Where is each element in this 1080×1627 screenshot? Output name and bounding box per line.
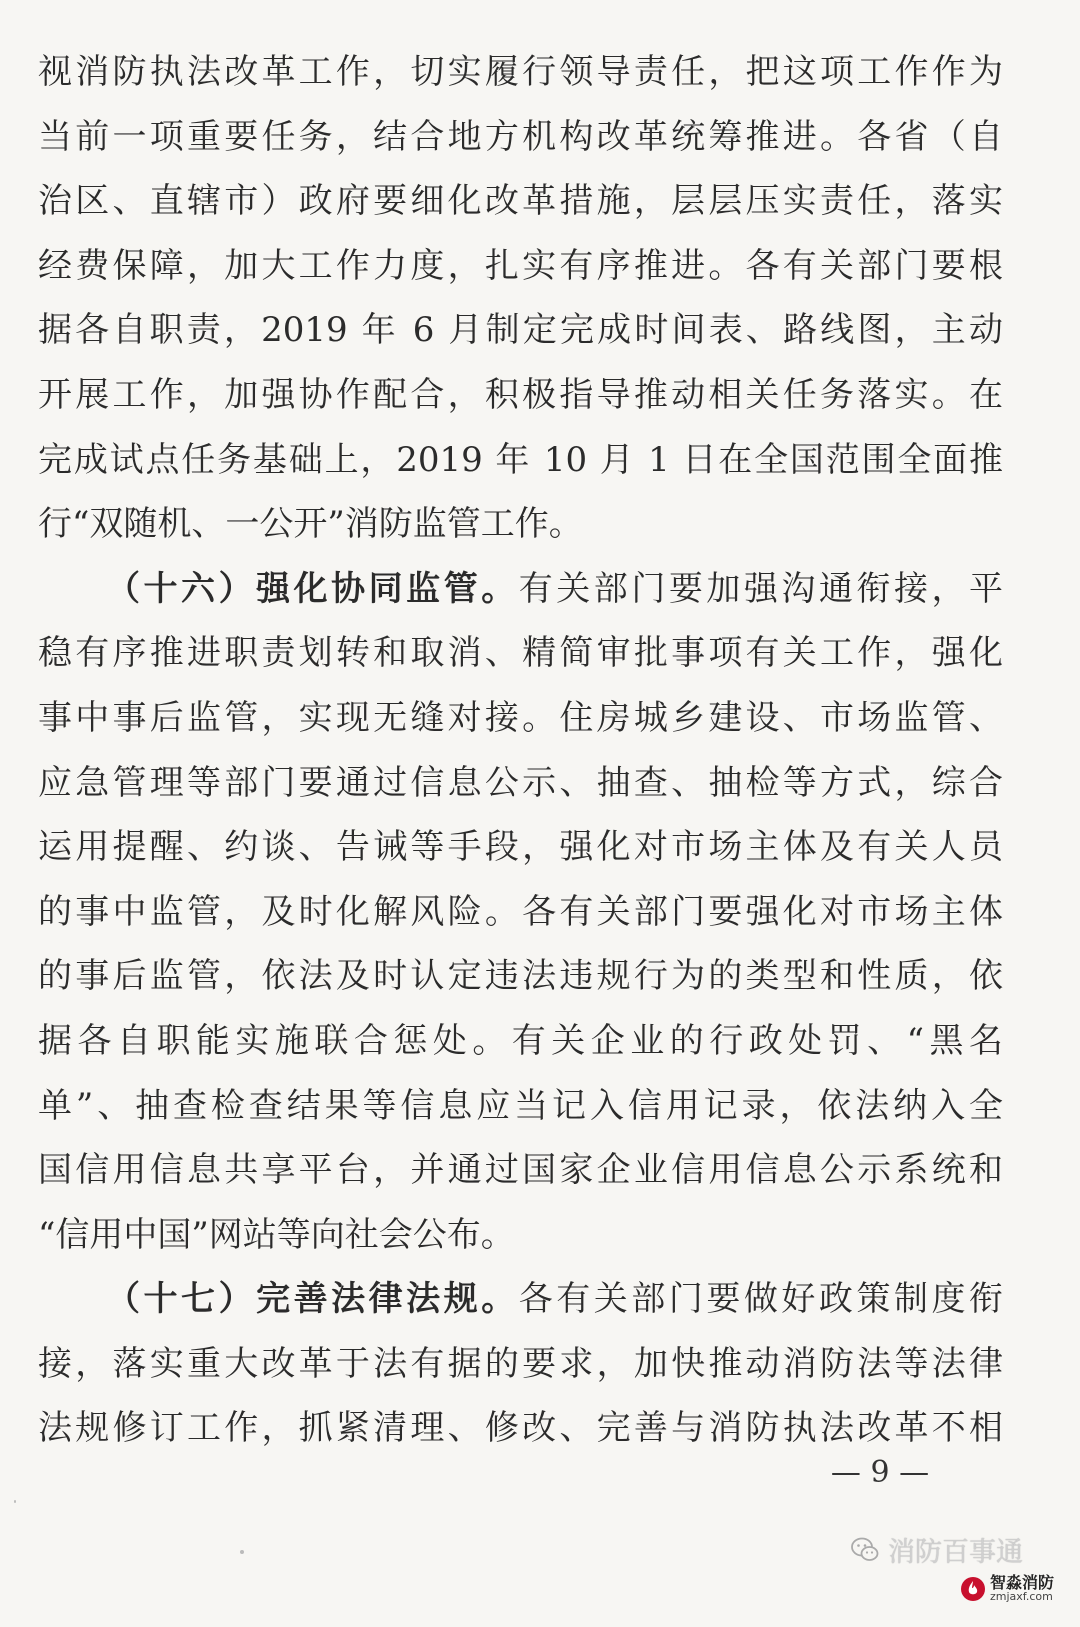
text-line: 经费保障，加大工作力度，扎实有序推进。各有关部门要根 (38, 245, 1003, 286)
text-line: 事中事后监管，实现无缝对接。住房城乡建设、市场监管、 (38, 697, 1003, 738)
text-line: 治区、直辖市）政府要细化改革措施，层层压实责任，落实 (38, 181, 1003, 222)
text-line: 据各自职责，2019 年 6 月制定完成时间表、路线图，主动 (38, 310, 1003, 351)
logo-url: zmjaxf.com (990, 1590, 1053, 1603)
text-line: 的事中监管，及时化解风险。各有关部门要强化对市场主体 (38, 891, 1003, 932)
section-16-first-line-text: 有关部门要加强沟通衔接，平 (518, 568, 1004, 609)
section-17-first-line (38, 1267, 1003, 1332)
text-line: 国信用信息共享平台，并通过国家企业信用信息公示系统和 (38, 1150, 1003, 1191)
text-line: 应急管理等部门要通过信息公示、抽查、抽检等方式，综合 (38, 762, 1003, 803)
text-line: 稳有序推进职责划转和取消、精简审批事项有关工作，强化 (38, 633, 1003, 674)
wechat-watermark (850, 1530, 1023, 1569)
page-number: — 9 — (830, 1455, 930, 1490)
paper-speck (240, 1550, 244, 1554)
text-line: 开展工作，加强协作配合，积极指导推动相关任务落实。在 (38, 374, 1003, 415)
text-line: 单”、抽查检查结果等信息应当记入信用记录，依法纳入全 (38, 1085, 1003, 1126)
logo-name: 智淼消防 (990, 1573, 1055, 1592)
wechat-icon (850, 1535, 880, 1565)
watermark-account-name: 消防百事通 (888, 1537, 1023, 1568)
paper-speck (14, 1500, 16, 1503)
text-line: 完成试点任务基础上，2019 年 10 月 1 日在全国范围全面推 (38, 439, 1003, 480)
text-line: 当前一项重要任务，结合地方机构改革统筹推进。各省（自 (38, 116, 1003, 157)
text-line: 行“双随机、一公开”消防监管工作。 (38, 504, 583, 545)
text-line: 接，落实重大改革于法有据的要求，加快推动消防法等法律 (38, 1343, 1003, 1384)
section-17-heading: （十七）完善法律法规。 (106, 1279, 519, 1320)
section-16-first-line (38, 557, 1003, 622)
text-line: 视消防执法改革工作，切实履行领导责任，把这项工作作为 (38, 52, 1003, 92)
text-line: 运用提醒、约谈、告诫等手段，强化对市场主体及有关人员 (38, 827, 1003, 868)
section-17-first-line-text: 各有关部门要做好政策制度衔 (518, 1279, 1004, 1320)
text-line: “信用中国”网站等向社会公布。 (38, 1214, 515, 1255)
text-line: 据各自职能实施联合惩处。有关企业的行政处罚、“黑名 (38, 1020, 1003, 1061)
flame-logo-icon (960, 1576, 986, 1602)
section-16-heading: （十六）强化协同监管。 (106, 568, 519, 609)
text-line: 法规修订工作，抓紧清理、修改、完善与消防执法改革不相 (38, 1408, 1003, 1449)
text-line: 的事后监管，依法及时认定违法违规行为的类型和性质，依 (38, 956, 1003, 997)
site-logo (960, 1575, 1054, 1602)
document-body (38, 40, 1003, 1461)
